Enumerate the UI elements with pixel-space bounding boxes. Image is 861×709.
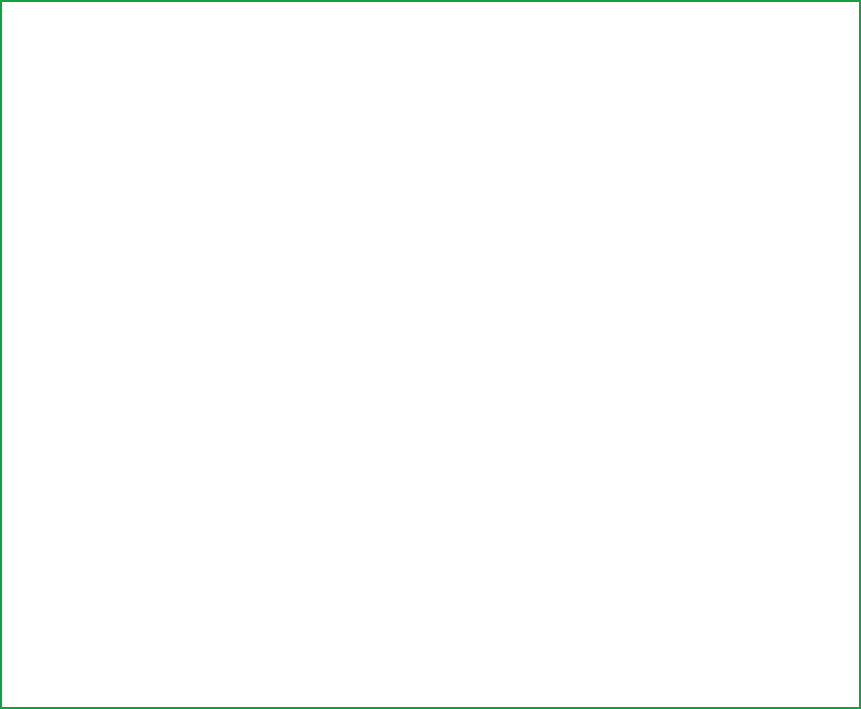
month-input-cell[interactable] xyxy=(170,5,228,23)
header-bar-vj xyxy=(438,85,555,89)
header-bar-ist xyxy=(170,85,287,89)
header-bar-plan xyxy=(304,85,421,89)
